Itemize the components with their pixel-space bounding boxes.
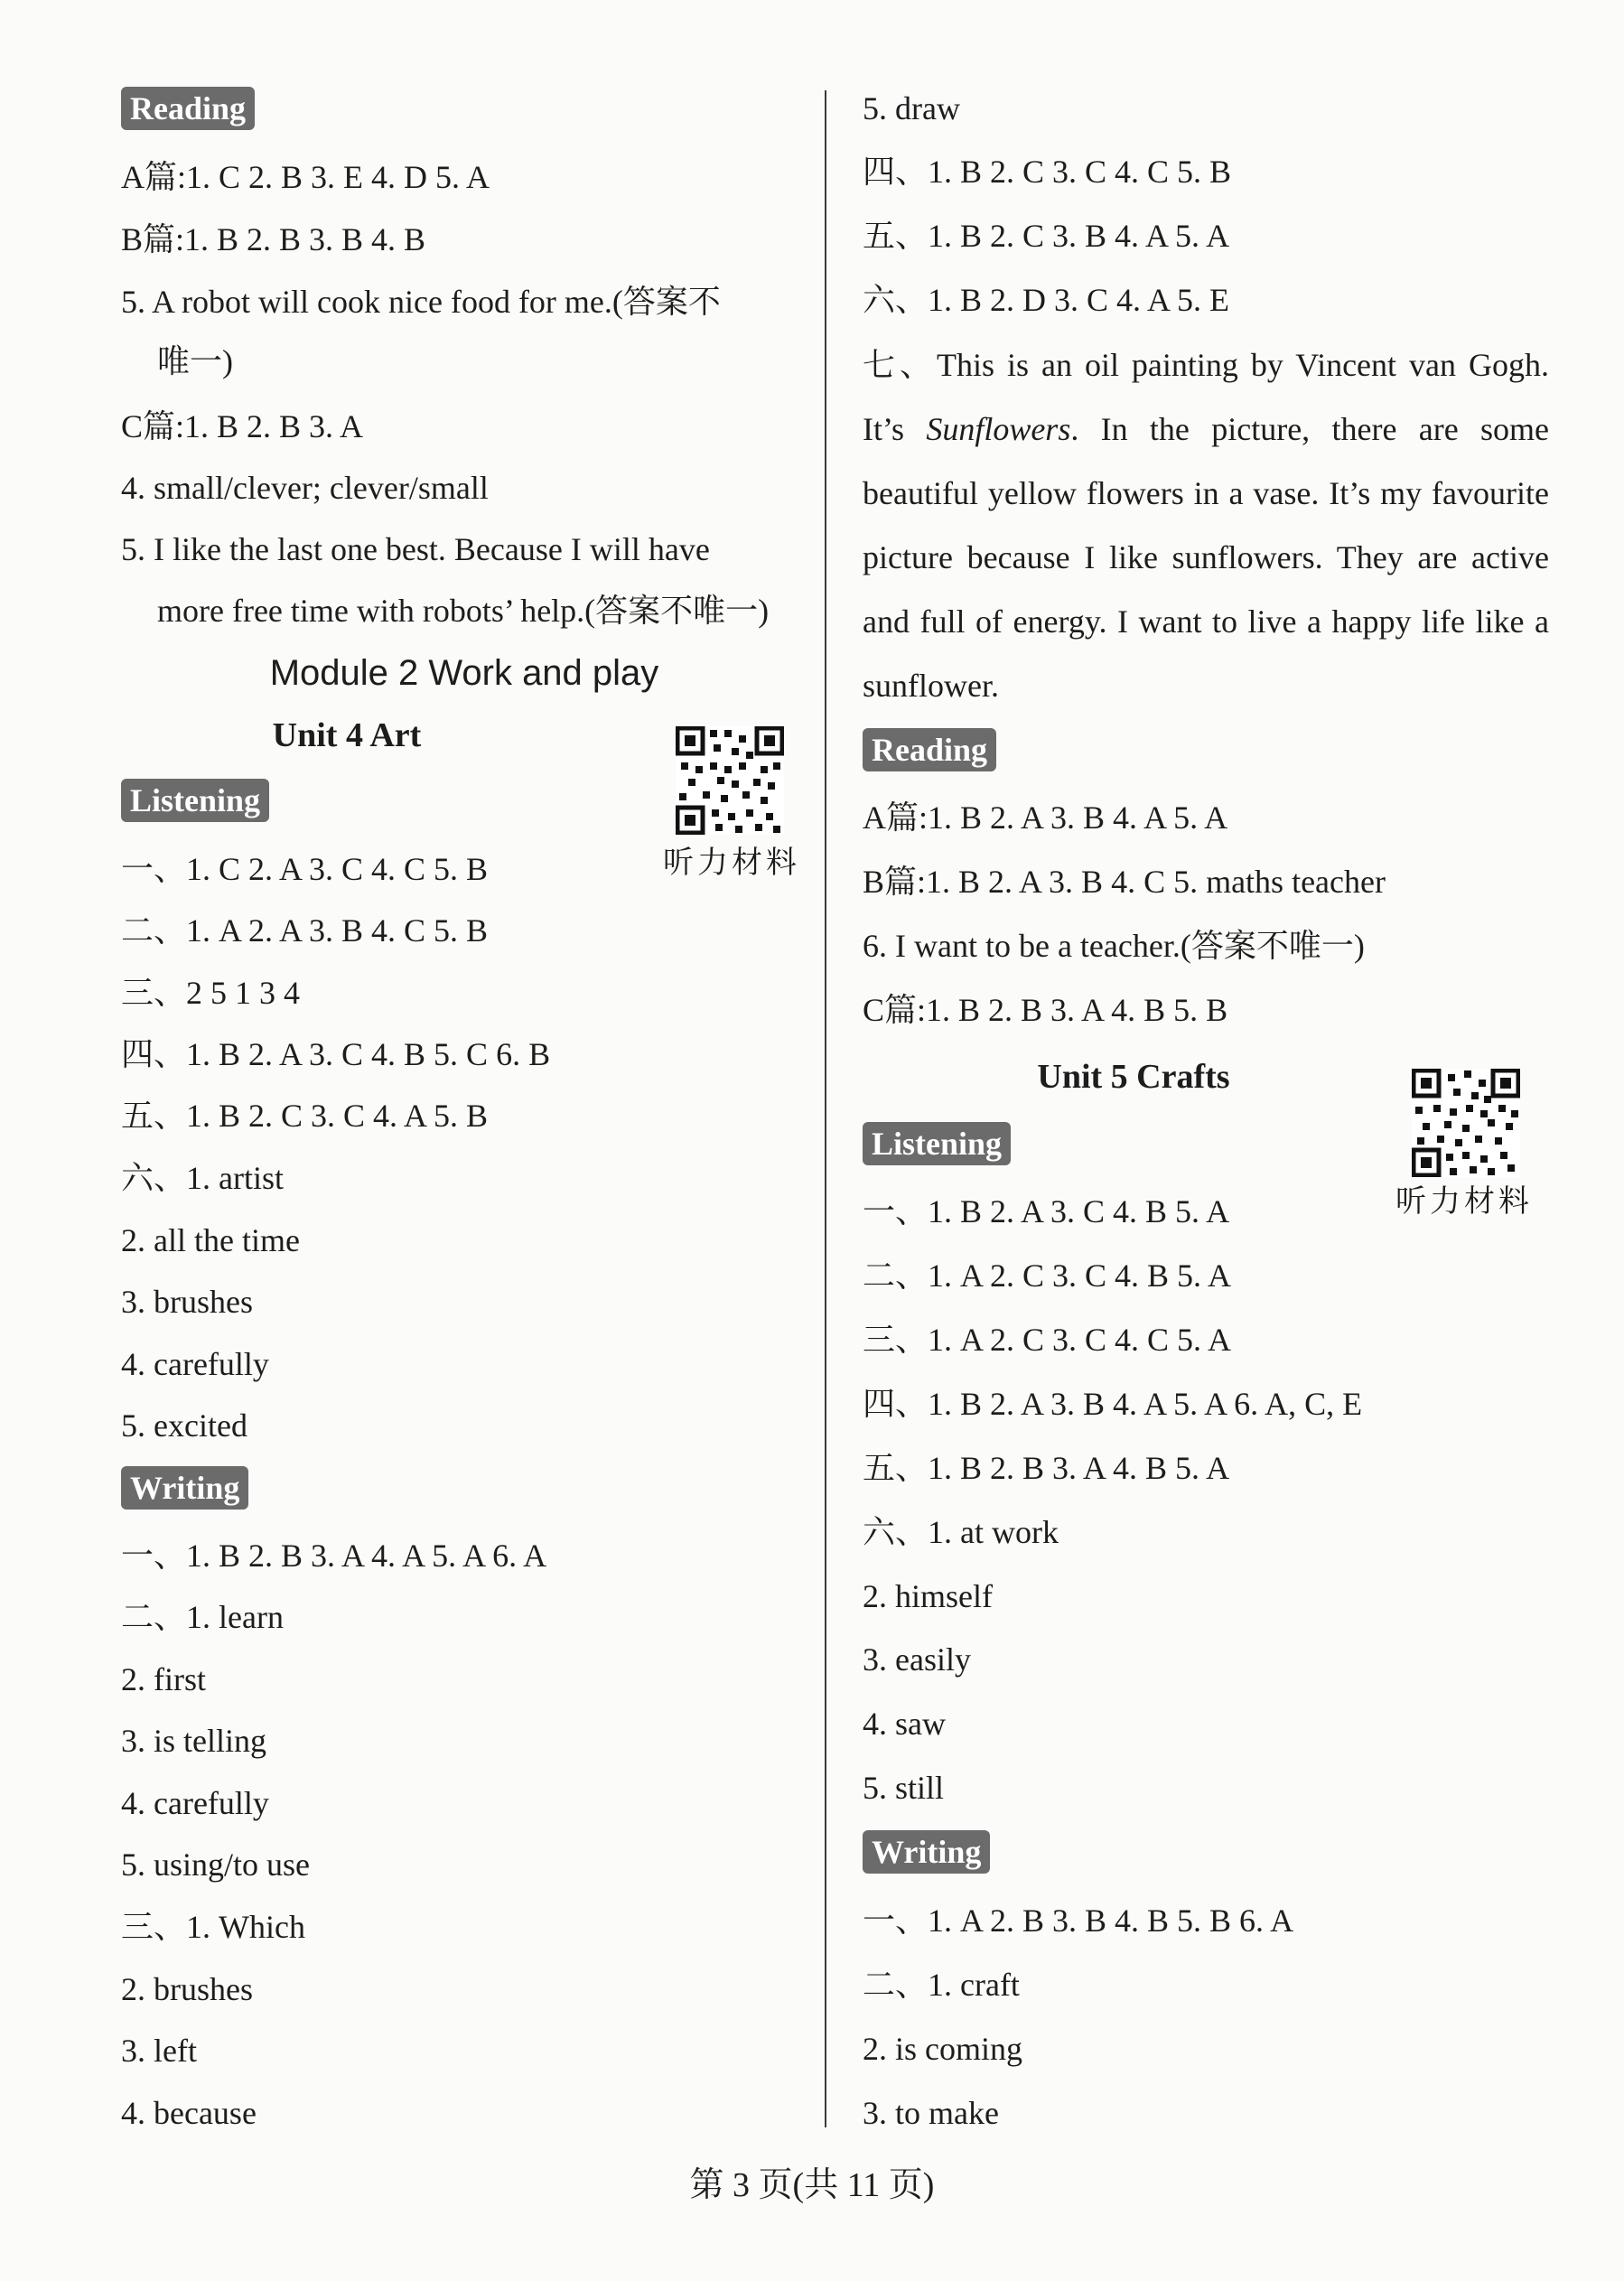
answer-line: 2. himself — [863, 1578, 993, 1614]
essay-lead: 七、This is an oil painting by Vincent van Gogh. It’s — [863, 347, 1549, 447]
essay-paragraph — [863, 333, 1549, 718]
answer-line: 三、1. Which — [121, 1909, 305, 1945]
answer-line: 5. still — [863, 1770, 945, 1806]
answer-line: 五、1. B 2. B 3. A 4. B 5. A — [863, 1450, 1230, 1486]
answer-line: 五、1. B 2. C 3. C 4. A 5. B — [121, 1098, 489, 1134]
answer-line: B篇:1. B 2. B 3. B 4. B — [121, 221, 426, 257]
answer-line: A篇:1. B 2. A 3. B 4. A 5. A — [863, 799, 1228, 836]
answer-line: 4. carefully — [121, 1346, 269, 1382]
answer-line: 一、1. B 2. B 3. A 4. A 5. A 6. A — [121, 1538, 547, 1574]
answer-line: 5. I like the last one best. Because I will have — [121, 531, 710, 567]
answer-line: 二、1. A 2. A 3. B 4. C 5. B — [121, 912, 489, 949]
answer-line: 5. draw — [863, 90, 960, 126]
qr-code-icon[interactable] — [676, 726, 784, 835]
qr-caption: 听力材料 — [1395, 1183, 1533, 1220]
writing-tag: Writing — [863, 1830, 990, 1874]
answer-line: 4. small/clever; clever/small — [121, 470, 489, 506]
answer-line: 5. using/to use — [121, 1846, 311, 1883]
answer-line: 3. brushes — [121, 1284, 253, 1320]
answer-line: 四、1. B 2. A 3. B 4. A 5. A 6. A, C, E — [863, 1386, 1363, 1422]
answer-line: more free time with robots’ help.(答案不唯一) — [157, 593, 770, 629]
answer-line: A篇:1. C 2. B 3. E 4. D 5. A — [121, 159, 490, 195]
qr-caption: 听力材料 — [663, 845, 800, 881]
answer-line: 3. is telling — [121, 1723, 266, 1759]
reading-tag: Reading — [863, 728, 996, 771]
answer-line: 二、1. A 2. C 3. C 4. B 5. A — [863, 1257, 1232, 1294]
answer-line: 三、1. A 2. C 3. C 4. C 5. A — [863, 1322, 1232, 1358]
answer-line: 4. saw — [863, 1706, 946, 1742]
answer-line: 3. easily — [863, 1641, 971, 1678]
answer-line: 4. carefully — [121, 1785, 269, 1821]
answer-line: 三、2 5 1 3 4 — [121, 975, 301, 1011]
listening-tag: Listening — [121, 779, 269, 822]
module-title: Module 2 Work and play — [269, 653, 659, 693]
unit-title: Unit 5 Crafts — [1037, 1058, 1230, 1096]
answer-line: 一、1. C 2. A 3. C 4. C 5. B — [121, 851, 489, 887]
answer-line: 二、1. learn — [121, 1599, 284, 1635]
answer-line: 2. all the time — [121, 1222, 300, 1258]
answer-line: 2. brushes — [121, 1971, 253, 2007]
answer-line: 6. I want to be a teacher.(答案不唯一) — [863, 928, 1365, 964]
answer-line: 六、1. B 2. D 3. C 4. A 5. E — [863, 282, 1230, 318]
answer-line: C篇:1. B 2. B 3. A 4. B 5. B — [863, 992, 1228, 1028]
answer-line: 一、1. A 2. B 3. B 4. B 5. B 6. A — [863, 1902, 1294, 1939]
answer-line: 四、1. B 2. A 3. C 4. B 5. C 6. B — [121, 1036, 551, 1072]
answer-line: 5. excited — [121, 1407, 247, 1444]
column-divider — [825, 90, 826, 2127]
writing-tag: Writing — [121, 1466, 248, 1510]
answer-line: 六、1. at work — [863, 1514, 1059, 1550]
answer-line: 一、1. B 2. A 3. C 4. B 5. A — [863, 1193, 1230, 1229]
answer-line: 2. first — [121, 1661, 206, 1697]
answer-line: 五、1. B 2. C 3. B 4. A 5. A — [863, 218, 1230, 254]
answer-line: 3. left — [121, 2033, 197, 2069]
reading-tag: Reading — [121, 87, 255, 130]
answer-line: 唯一) — [157, 343, 233, 379]
answer-line: B篇:1. B 2. A 3. B 4. C 5. maths teacher — [863, 864, 1386, 900]
listening-tag: Listening — [863, 1122, 1011, 1165]
answer-line: 二、1. craft — [863, 1967, 1020, 2003]
page-number: 第 3 页(共 11 页) — [689, 2166, 935, 2204]
qr-code-icon[interactable] — [1412, 1069, 1520, 1177]
answer-line: C篇:1. B 2. B 3. A — [121, 408, 364, 444]
unit-title: Unit 4 Art — [272, 716, 422, 754]
essay-italic-title: Sunflowers — [926, 411, 1071, 447]
answer-line: 四、1. B 2. C 3. C 4. C 5. B — [863, 154, 1232, 190]
answer-line: 六、1. artist — [121, 1160, 284, 1196]
answer-line: 2. is coming — [863, 2031, 1022, 2067]
essay-rest: . In the picture, there are some beautiful yellow flowers in a vase. It’s my favourite picture because I like sunflowers. They are active and full of energy. I want to live a happy life like a sunflower. — [863, 411, 1549, 704]
answer-line: 5. A robot will cook nice food for me.(答案不 — [121, 284, 721, 320]
answer-line: 4. because — [121, 2095, 257, 2131]
answer-line: 3. to make — [863, 2095, 999, 2131]
